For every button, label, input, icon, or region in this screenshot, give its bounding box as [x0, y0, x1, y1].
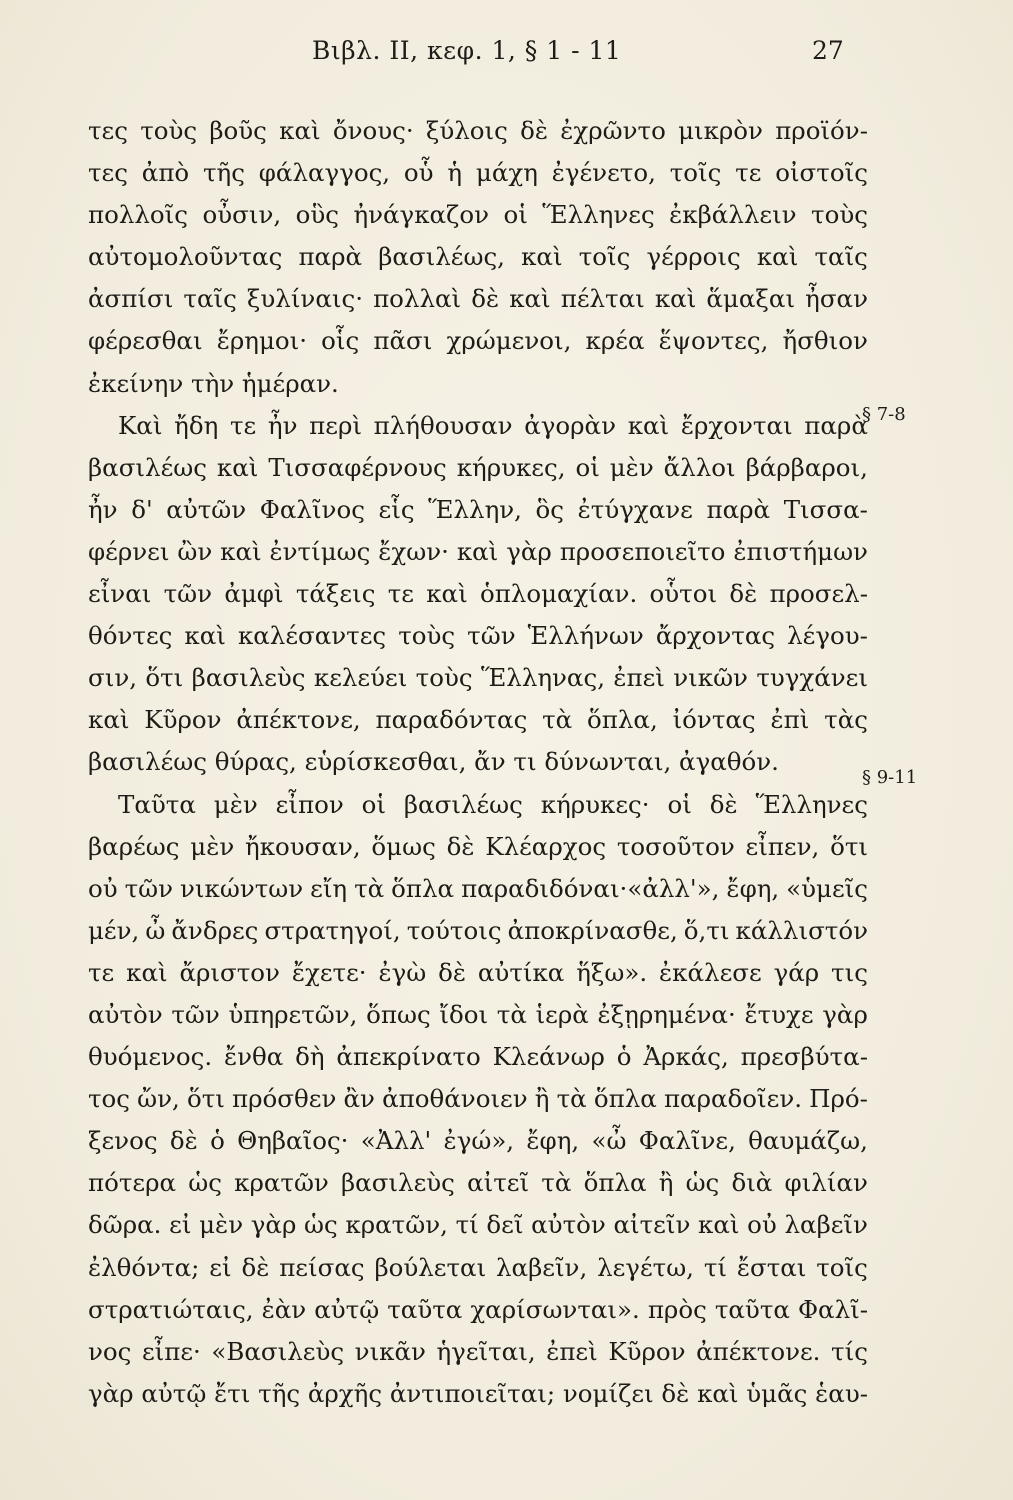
text-line: ἐκείνην τὴν ἡμέραν.: [88, 368, 339, 398]
running-head: [0, 36, 1013, 76]
text-line: αὐτὸν τῶν ὑπηρετῶν, ὅπως ἴδοι τὰ ἱερὰ ἐξῃρημένα· ἔτυχε γὰρ: [88, 999, 868, 1029]
text-line: πότερα ὡς κρατῶν βασιλεὺς αἰτεῖ τὰ ὅπλα ἢ ὡς διὰ φιλίαν: [88, 1168, 868, 1198]
text-line: δῶρα. εἰ μὲν γὰρ ὡς κρατῶν, τί δεῖ αὐτὸν αἰτεῖν καὶ οὐ λαβεῖν: [88, 1210, 868, 1240]
text-line: εἶναι τῶν ἀμφὶ τάξεις τε καὶ ὁπλομαχίαν. οὗτοι δὲ προσελ-: [88, 579, 868, 609]
text-line: ξενος δὲ ὁ Θηβαῖος· «Ἀλλ' ἐγώ», ἔφη, «ὦ Φαλῖνε, θαυμάζω,: [88, 1126, 868, 1156]
text-line: τος ὤν, ὅτι πρόσθεν ἂν ἀποθάνοιεν ἢ τὰ ὅπλα παραδοῖεν. Πρό-: [88, 1084, 868, 1114]
text-line: φέρεσθαι ἔρημοι· οἷς πᾶσι χρώμενοι, κρέα ἕψοντες, ἤσθιον: [88, 326, 868, 356]
page-number: 27: [812, 36, 844, 65]
text-line: οὐ τῶν νικώντων εἴη τὰ ὅπλα παραδιδόναι·«ἀλλ'», ἔφη, «ὑμεῖς: [88, 873, 868, 903]
text-line: γὰρ αὐτῷ ἔτι τῆς ἀρχῆς ἀντιποιεῖται; νομίζει δὲ καὶ ὑμᾶς ἑαυ-: [88, 1378, 868, 1408]
text-line: σιν, ὅτι βασιλεὺς κελεύει τοὺς Ἕλληνας, ἐπεὶ νικῶν τυγχάνει: [88, 663, 868, 693]
text-line: θυόμενος. ἔνθα δὴ ἀπεκρίνατο Κλεάνωρ ὁ Ἀρκάς, πρεσβύτα-: [88, 1042, 868, 1072]
margin-note-section-7-8: § 7-8: [862, 404, 906, 425]
margin-note-section-9-11: § 9-11: [862, 767, 918, 788]
running-title: Βιβλ. ΙΙ, κεφ. 1, § 1 - 11: [312, 36, 622, 65]
text-line: ἀσπίσι ταῖς ξυλίναις· πολλαὶ δὲ καὶ πέλται καὶ ἅμαξαι ἦσαν: [88, 284, 868, 314]
text-line: τε καὶ ἄριστον ἔχετε· ἐγὼ δὲ αὐτίκα ἥξω». ἐκάλεσε γάρ τις: [88, 957, 868, 987]
text-line: τες τοὺς βοῦς καὶ ὄνους· ξύλοις δὲ ἐχρῶντο μικρὸν προϊόν-: [88, 116, 868, 145]
text-line: θόντες καὶ καλέσαντες τοὺς τῶν Ἑλλήνων ἄρχοντας λέγου-: [88, 621, 868, 651]
paragraph-start-line: Καὶ ἤδη τε ἦν περὶ πλήθουσαν ἀγορὰν καὶ ἔρχονται παρὰ: [118, 410, 868, 440]
text-line: πολλοῖς οὖσιν, οὓς ἠνάγκαζον οἱ Ἕλληνες ἐκβάλλειν τοὺς: [88, 200, 868, 230]
text-line: αὐτομολοῦντας παρὰ βασιλέως, καὶ τοῖς γέρροις καὶ ταῖς: [88, 242, 868, 272]
text-line: βασιλέως καὶ Τισσαφέρνους κήρυκες, οἱ μὲν ἄλλοι βάρβαροι,: [88, 452, 868, 482]
text-line: φέρνει ὢν καὶ ἐντίμως ἔχων· καὶ γὰρ προσεποιεῖτο ἐπιστήμων: [88, 536, 868, 566]
text-line: ἐλθόντα; εἰ δὲ πείσας βούλεται λαβεῖν, λεγέτω, τί ἔσται τοῖς: [88, 1252, 868, 1282]
text-line: βαρέως μὲν ἤκουσαν, ὅμως δὲ Κλέαρχος τοσοῦτον εἶπεν, ὅτι: [88, 831, 868, 861]
text-line: βασιλέως θύρας, εὑρίσκεσθαι, ἄν τι δύνωνται, ἀγαθόν.: [88, 747, 779, 777]
text-line: τες ἀπὸ τῆς φάλαγγος, οὗ ἡ μάχη ἐγένετο, τοῖς τε οἰστοῖς: [88, 158, 868, 188]
text-line: ἦν δ' αὐτῶν Φαλῖνος εἷς Ἕλλην, ὃς ἐτύγχανε παρὰ Τισσα-: [88, 494, 868, 524]
paragraph-start-line: Ταῦτα μὲν εἶπον οἱ βασιλέως κήρυκες· οἱ δὲ Ἕλληνες: [118, 789, 868, 819]
text-line: νος εἶπε· «Βασιλεὺς νικᾶν ἡγεῖται, ἐπεὶ Κῦρον ἀπέκτονε. τίς: [88, 1336, 868, 1366]
text-line: καὶ Κῦρον ἀπέκτονε, παραδόντας τὰ ὅπλα, ἰόντας ἐπὶ τὰς: [88, 705, 868, 735]
text-line: στρατιώταις, ἐὰν αὐτῷ ταῦτα χαρίσωνται». πρὸς ταῦτα Φαλῖ-: [88, 1294, 868, 1324]
text-line: μέν, ὦ ἄνδρες στρατηγοί, τούτοις ἀποκρίνασθε, ὅ,τι κάλλιστόν: [88, 915, 868, 945]
body-text: [88, 110, 868, 1415]
